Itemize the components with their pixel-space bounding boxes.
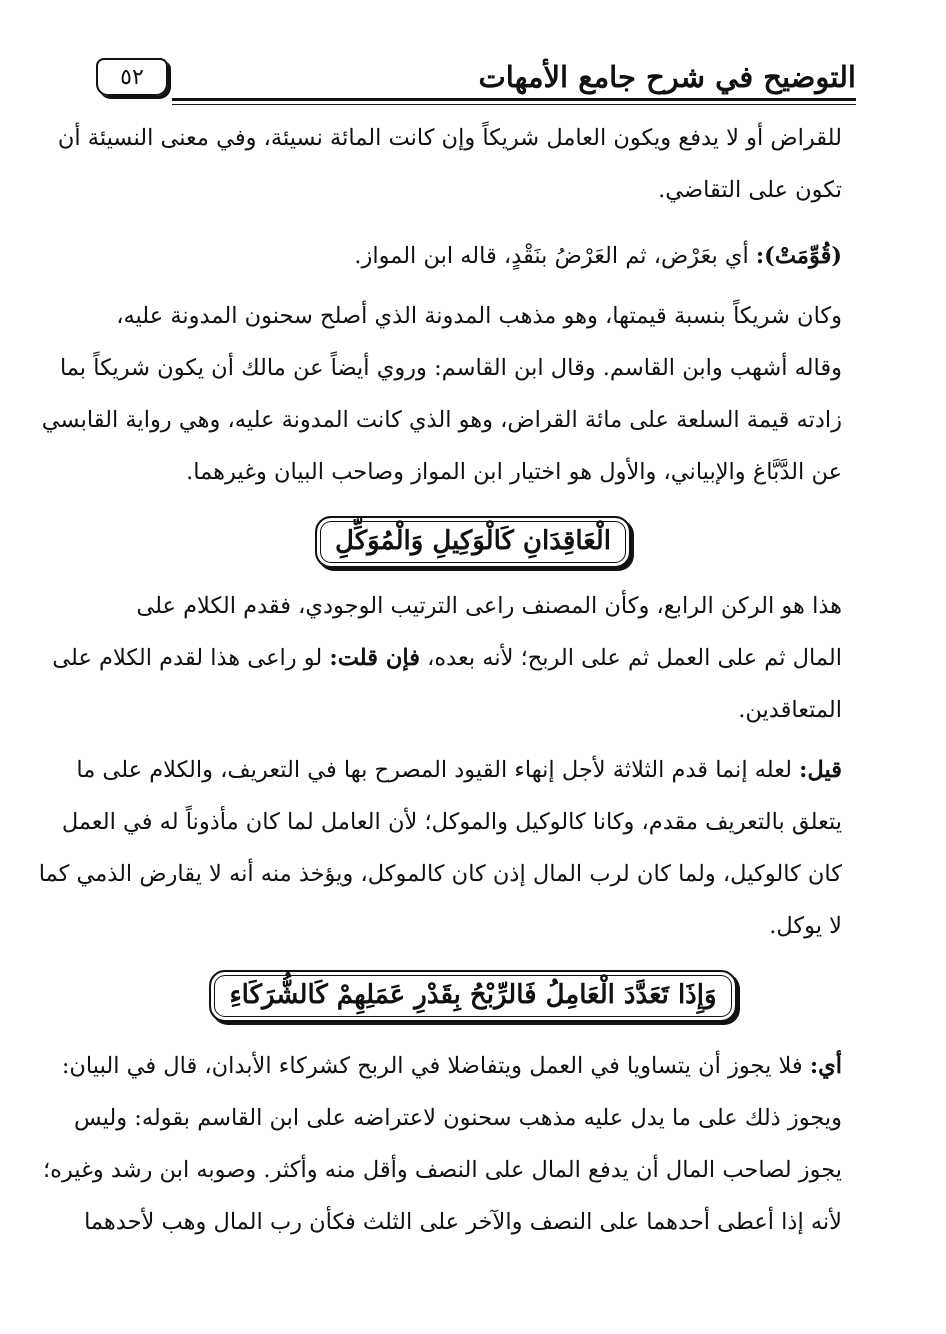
text-line: ويجوز ذلك على ما يدل عليه مذهب سحنون لاعتراضه على ابن القاسم بقوله: وليس	[73, 1105, 842, 1131]
text-line: المتعاقدين.	[738, 697, 842, 723]
text-line	[52, 632, 842, 684]
text-line	[61, 1040, 842, 1092]
text-span: لو راعى هذا لقدم الكلام على	[52, 645, 330, 671]
header-rule	[172, 98, 856, 101]
header-rule-thin	[172, 104, 856, 105]
text-line: للقراض أو لا يدفع ويكون العامل شريكاً وإن كانت المائة نسيئة، وفي معنى النسيئة أن	[57, 125, 842, 151]
text-span: أي بعَرْض، ثم العَرْضُ بنَقْدٍ، قاله ابن المواز.	[354, 243, 756, 269]
text-span: فلا يجوز أن يتساويا في العمل ويتفاضلا في الربح كشركاء الأبدان، قال في البيان:	[61, 1053, 810, 1079]
paragraph-1	[57, 112, 842, 216]
section-banner-wrap	[0, 516, 946, 568]
text-line: يتعلق بالتعريف مقدم، وكانا كالوكيل والموكل؛ لأن العامل لما كان مأذوناً له في العمل	[61, 809, 842, 835]
paragraph-4	[52, 580, 842, 736]
text-line: وكان شريكاً بنسبة قيمتها، وهو مذهب المدونة الذي أصلح سحنون المدونة عليه،	[116, 303, 842, 329]
text-span: المال ثم على العمل ثم على الربح؛ لأنه بعده،	[427, 645, 842, 671]
page-number: ٥٢	[96, 58, 168, 96]
paragraph-6	[42, 1040, 842, 1248]
text-line	[118, 230, 842, 282]
text-line: وقاله أشهب وابن القاسم. وقال ابن القاسم: وروي أيضاً عن مالك أن يكون شريكاً بما	[59, 355, 842, 381]
paragraph-3	[41, 290, 842, 498]
text-line: تكون على التقاضي.	[658, 177, 842, 203]
section-banner-wrap	[0, 970, 946, 1022]
text-line: هذا هو الركن الرابع، وكأن المصنف راعى الترتيب الوجودي، فقدم الكلام على	[136, 593, 842, 619]
text-line: لا يوكل.	[769, 913, 842, 939]
paragraph-2	[118, 230, 842, 282]
running-title: التوضيح في شرح جامع الأمهات	[478, 60, 856, 94]
page-header	[96, 56, 856, 106]
text-line: لأنه إذا أعطى أحدهما على النصف والآخر على الثلث فكأن رب المال وهب لأحدهما	[84, 1209, 842, 1235]
paragraph-5	[38, 744, 842, 952]
text-line: كان كالوكيل، ولما كان لرب المال إذن كان كالموكل، ويؤخذ منه أنه لا يقارض الذمي كما	[38, 861, 842, 887]
text-line: يجوز لصاحب المال أن يدفع المال على النصف وأقل منه وأكثر. وصوبه ابن رشد وغيره؛	[42, 1157, 842, 1183]
text-line: زادته قيمة السلعة على مائة القراض، وهو الذي كانت المدونة عليه، وهي رواية القابسي	[41, 407, 842, 433]
answer-lead: قيل:	[799, 757, 842, 783]
text-line: عن الدَّبَّاغ والإبياني، والأول هو اختيار ابن المواز وصاحب البيان وغيرهما.	[186, 459, 842, 485]
section-banner: وَإِذَا تَعَدَّدَ الْعَامِلُ فَالرِّبْحُ بِقَدْرِ عَمَلِهِمْ كَالشُّرَكَاءِ	[209, 970, 736, 1022]
term-lead: (قُوِّمَتْ):	[755, 243, 842, 269]
question-lead: فإن قلت:	[329, 645, 420, 671]
text-span: لعله إنما قدم الثلاثة لأجل إنهاء القيود المصرح بها في التعريف، والكلام على ما	[76, 757, 800, 783]
term-lead: أي:	[809, 1053, 842, 1079]
text-line	[76, 744, 842, 796]
section-banner: الْعَاقِدَانِ كَالْوَكِيلِ وَالْمُوَكِّلِ	[315, 516, 631, 568]
